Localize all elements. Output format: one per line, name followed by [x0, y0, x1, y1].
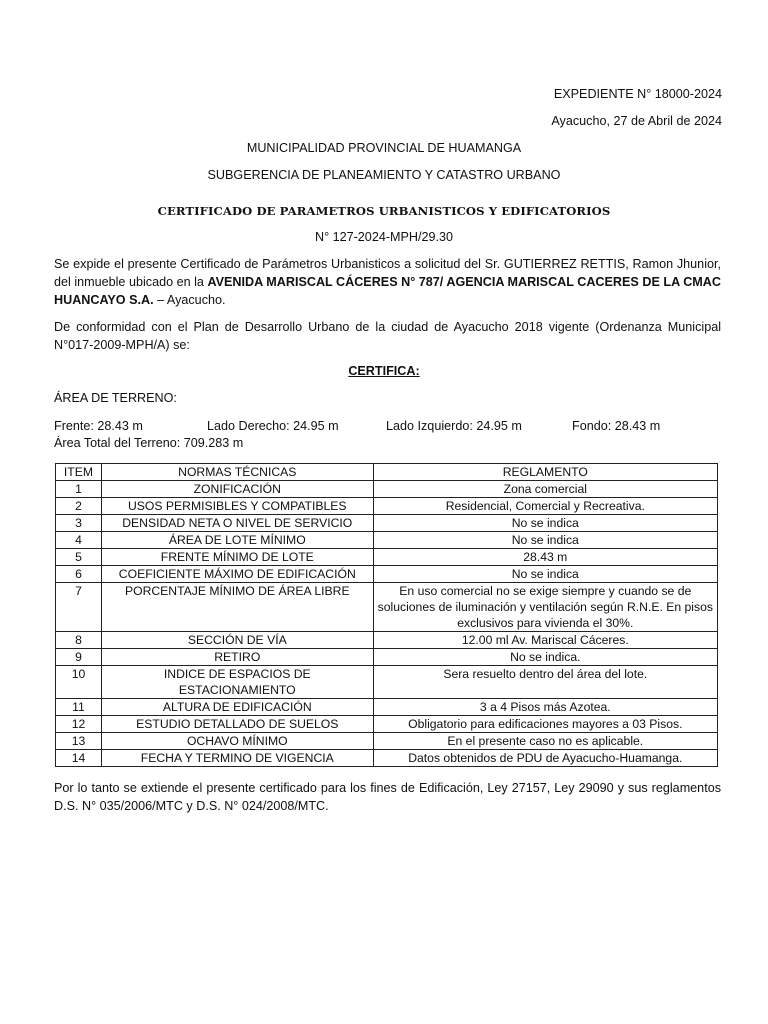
row-reglamento: Sera resuelto dentro del área del lote. [373, 666, 717, 699]
header-item: ITEM [56, 464, 102, 481]
table-body [56, 481, 718, 767]
row-item-number: 3 [56, 515, 102, 532]
row-norma: FECHA Y TERMINO DE VIGENCIA [101, 750, 373, 767]
row-norma: ESTUDIO DETALLADO DE SUELOS [101, 716, 373, 733]
row-reglamento: Datos obtenidos de PDU de Ayacucho-Huamanga. [373, 750, 717, 767]
row-reglamento: 3 a 4 Pisos más Azotea. [373, 699, 717, 716]
row-item-number: 8 [56, 632, 102, 649]
row-item-number: 10 [56, 666, 102, 699]
row-norma: RETIRO [101, 649, 373, 666]
table-row [56, 733, 718, 750]
institution-name: MUNICIPALIDAD PROVINCIAL DE HUAMANGA [246, 141, 522, 155]
row-item-number: 5 [56, 549, 102, 566]
row-reglamento: En el presente caso no es aplicable. [373, 733, 717, 750]
land-area-heading: ÁREA DE TERRENO: [54, 391, 177, 405]
land-lado-derecho: Lado Derecho: 24.95 m [207, 419, 339, 433]
table-row [56, 666, 718, 699]
table-row [56, 498, 718, 515]
row-norma: OCHAVO MÍNIMO [101, 733, 373, 750]
table-row [56, 532, 718, 549]
row-item-number: 4 [56, 532, 102, 549]
land-lado-izquierdo: Lado Izquierdo: 24.95 m [386, 419, 522, 433]
row-item-number: 11 [56, 699, 102, 716]
table-row [56, 750, 718, 767]
intro-text-start: Se expide el presente Certificado de Parámetros Urbanisticos a solicitud del Sr. GUTIERREZ RETTIS, Ramon Jhunior, del inmueble ubicado en la [54, 257, 721, 289]
row-item-number: 6 [56, 566, 102, 583]
table-row [56, 549, 718, 566]
row-reglamento: No se indica [373, 515, 717, 532]
row-norma: ZONIFICACIÓN [101, 481, 373, 498]
row-reglamento: 28.43 m [373, 549, 717, 566]
department-name: SUBGERENCIA DE PLANEAMIENTO Y CATASTRO URBANO [207, 168, 561, 182]
row-norma: SECCIÓN DE VÍA [101, 632, 373, 649]
row-reglamento: Obligatorio para edificaciones mayores a 03 Pisos. [373, 716, 717, 733]
land-fondo: Fondo: 28.43 m [572, 419, 661, 433]
row-norma: DENSIDAD NETA O NIVEL DE SERVICIO [101, 515, 373, 532]
row-norma: USOS PERMISIBLES Y COMPATIBLES [101, 498, 373, 515]
row-reglamento: Zona comercial [373, 481, 717, 498]
table-row [56, 632, 718, 649]
parameters-table [55, 463, 718, 767]
row-norma: ÁREA DE LOTE MÍNIMO [101, 532, 373, 549]
conformity-paragraph: De conformidad con el Plan de Desarrollo Urbano de la ciudad de Ayacucho 2018 vigente (Ordenanza Municipal N°017-2009-MPH/A) se: [54, 320, 721, 352]
certificate-number: N° 127-2024-MPH/29.30 [314, 230, 454, 244]
row-item-number: 13 [56, 733, 102, 750]
intro-paragraph [54, 255, 721, 309]
row-norma: FRENTE MÍNIMO DE LOTE [101, 549, 373, 566]
row-norma: COEFICIENTE MÁXIMO DE EDIFICACIÓN [101, 566, 373, 583]
table-row [56, 515, 718, 532]
row-reglamento: No se indica. [373, 649, 717, 666]
row-item-number: 12 [56, 716, 102, 733]
date-line: Ayacucho, 27 de Abril de 2024 [551, 114, 722, 128]
intro-text-end: – Ayacucho. [153, 293, 226, 307]
row-norma: ALTURA DE EDIFICACIÓN [101, 699, 373, 716]
row-reglamento: No se indica [373, 566, 717, 583]
document-title: CERTIFICADO DE PARAMETROS URBANISTICOS Y EDIFICATORIOS [157, 204, 611, 218]
header-normas: NORMAS TÉCNICAS [101, 464, 373, 481]
row-norma: PORCENTAJE MÍNIMO DE ÁREA LIBRE [101, 583, 373, 632]
row-reglamento: En uso comercial no se exige siempre y cuando se de soluciones de iluminación y ventilación según R.N.E. En pisos exclusivos para vivienda el 30%. [373, 583, 717, 632]
table-row [56, 583, 718, 632]
row-norma: INDICE DE ESPACIOS DE ESTACIONAMIENTO [101, 666, 373, 699]
closing-paragraph: Por lo tanto se extiende el presente certificado para los fines de Edificación, Ley 27157, Ley 29090 y sus reglamentos D.S. N° 035/2006/MTC y D.S. N° 024/2008/MTC. [54, 781, 721, 813]
table-row [56, 716, 718, 733]
row-reglamento: Residencial, Comercial y Recreativa. [373, 498, 717, 515]
expediente-number: EXPEDIENTE N° 18000-2024 [553, 87, 722, 101]
land-area-total: Área Total del Terreno: 709.283 m [54, 436, 244, 450]
table-row [56, 481, 718, 498]
table-row [56, 566, 718, 583]
row-item-number: 7 [56, 583, 102, 632]
property-address: AVENIDA MARISCAL CÁCERES N° 787/ AGENCIA MARISCAL CACERES DE LA CMAC HUANCAYO S.A. [54, 275, 721, 307]
certifica-heading: CERTIFICA: [348, 364, 420, 378]
row-reglamento: 12.00 ml Av. Mariscal Cáceres. [373, 632, 717, 649]
table-header-row [56, 464, 718, 481]
land-frente: Frente: 28.43 m [54, 419, 143, 433]
header-reglamento: REGLAMENTO [373, 464, 717, 481]
table-row [56, 649, 718, 666]
row-reglamento: No se indica [373, 532, 717, 549]
table-row [56, 699, 718, 716]
row-item-number: 2 [56, 498, 102, 515]
row-item-number: 1 [56, 481, 102, 498]
row-item-number: 9 [56, 649, 102, 666]
row-item-number: 14 [56, 750, 102, 767]
